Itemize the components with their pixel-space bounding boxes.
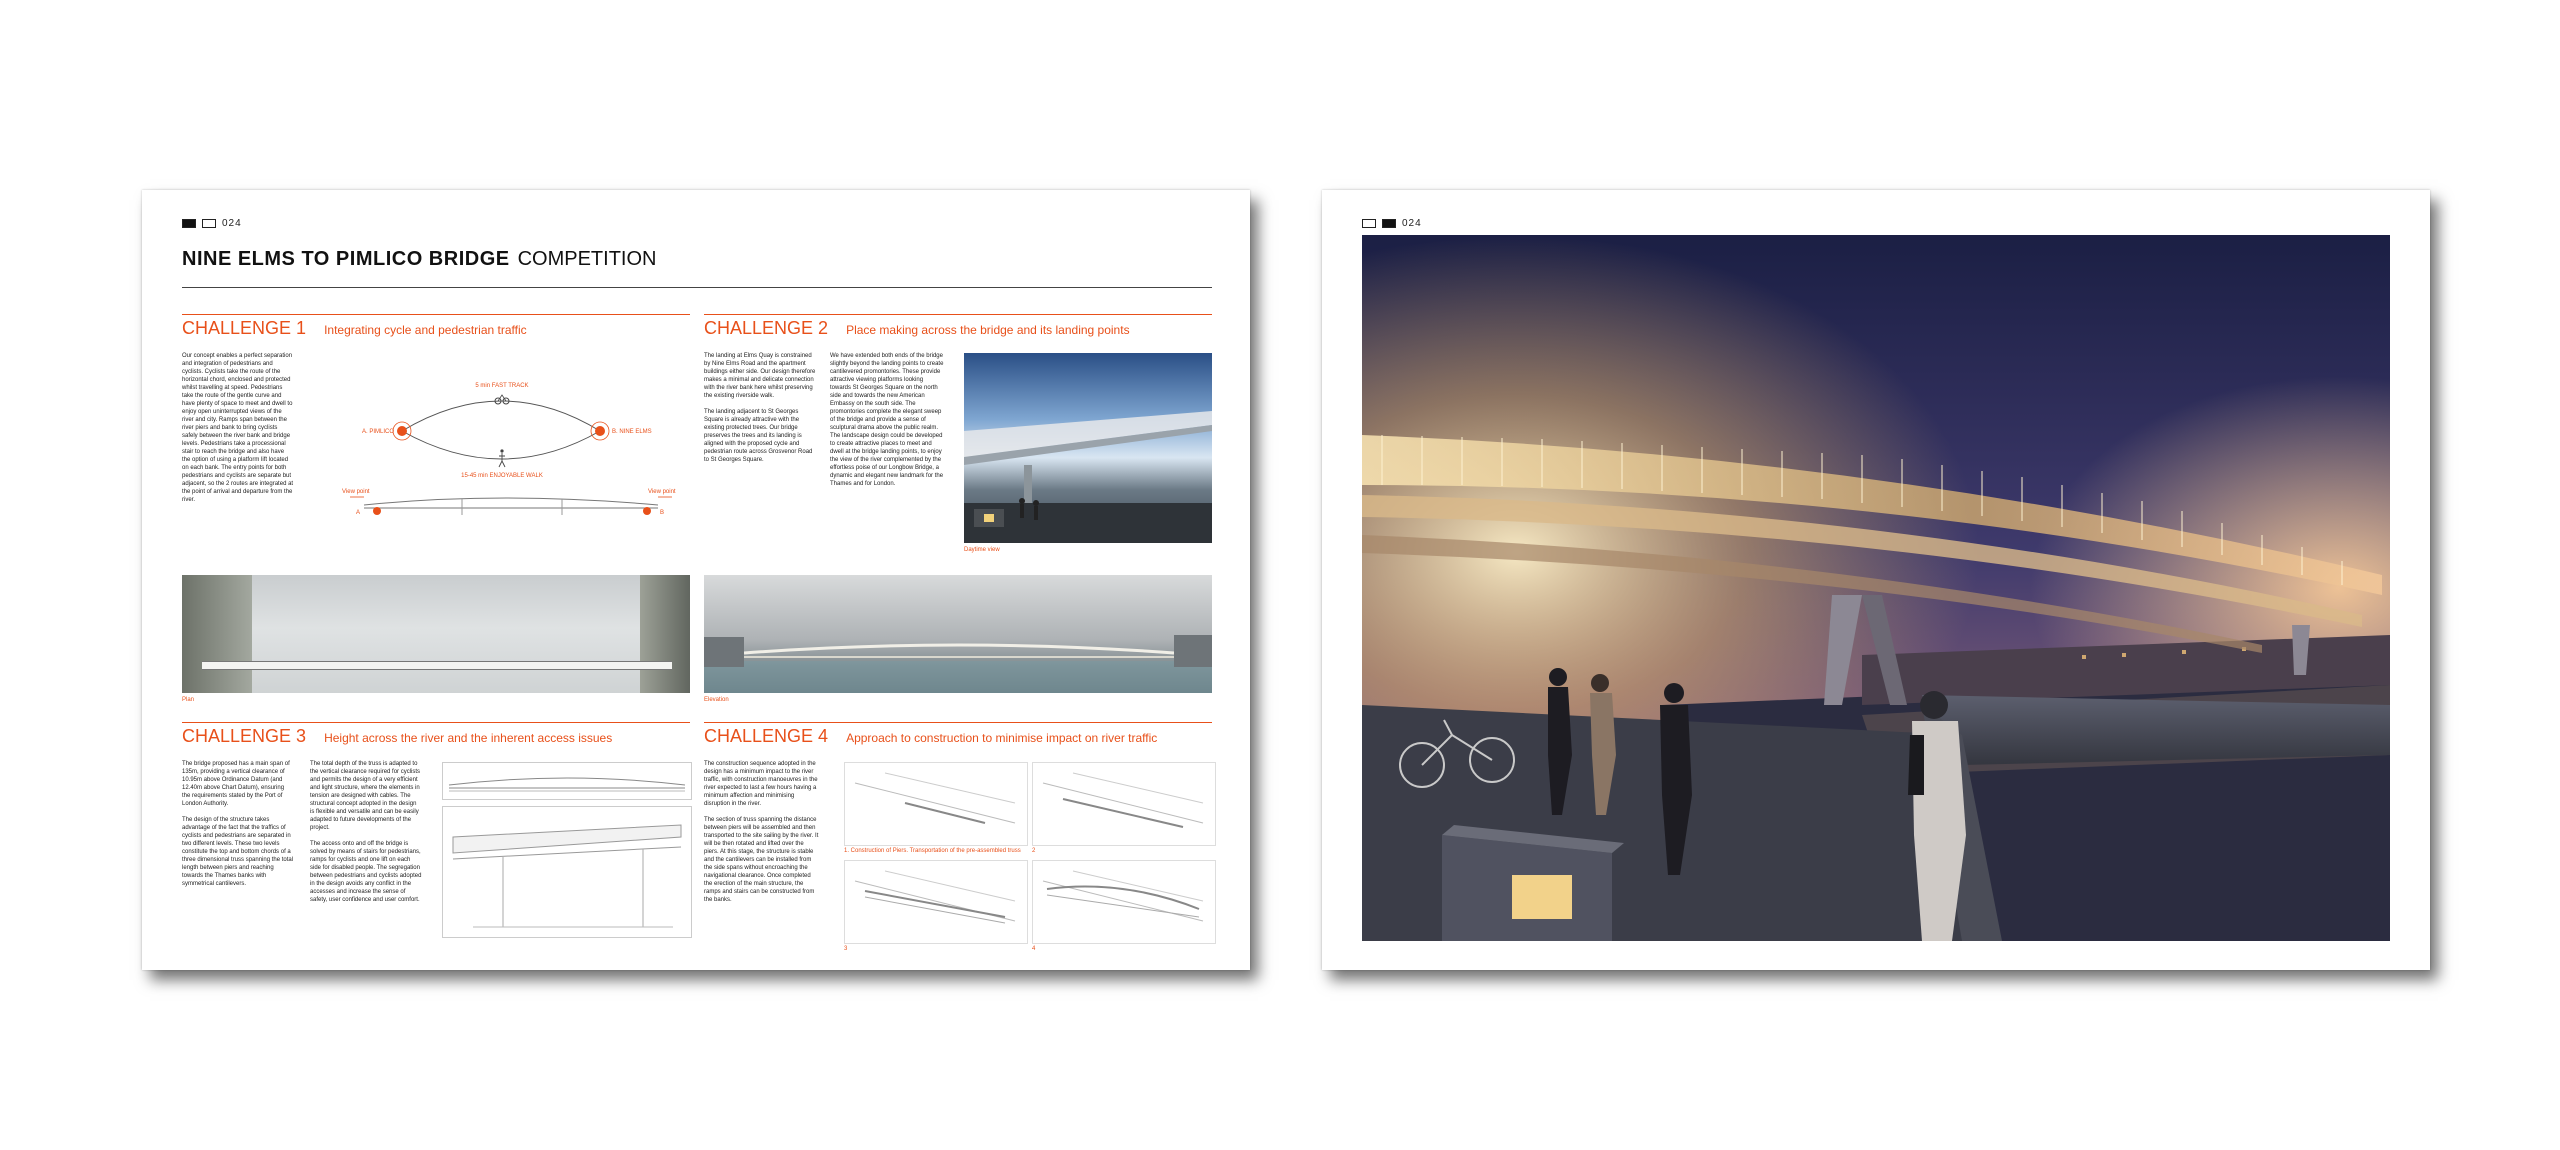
- challenge3-rule: [182, 722, 690, 723]
- cyclist-icon: [495, 395, 509, 404]
- page-number: [1362, 218, 1422, 229]
- view-point-right-marker: [643, 507, 651, 515]
- view-point-right-label: View point: [648, 489, 676, 495]
- page-title: [182, 248, 656, 271]
- page-indicator-empty: [202, 219, 216, 228]
- pimlico-label: A. PIMLICO: [362, 429, 395, 435]
- nine-elms-point: [595, 426, 605, 436]
- challenge1-body: Our concept enables a perfect separation and integration of pedestrians and cyclists. Cyclists take the route of the horizontal chord, enclosed and protected whilst travelling at speed. Pedestrians take the route of the gentle curve and have plenty of space to meet and dwell to enjoy open uninterrupted views of the river and city. Ramps span between the river piers and bank to bring cyclists safely between the river bank and bridge levels. Pedestrians take a processional stair to reach the bridge and also have the option of using a platform lift located on each bank. The entry points for both pedestrians and cyclists are separate but adjacent, so the 2 routes are integrated at the point of arrival and departure from the river.: [182, 353, 294, 503]
- title-regular: COMPETITION: [517, 248, 657, 270]
- page-number-text: 024: [1402, 218, 1422, 229]
- challenge3-text-col1: [182, 760, 294, 896]
- challenge3-body3: The total depth of the truss is adapted to the vertical clearance required for cyclists and permits the design of a very efficient and light structure, where the elements in tension are designed with cables. The structural concept adopted in the design is flexible and versatile and can be easily adapted to future developments of the project.: [310, 761, 421, 831]
- construction-step1-caption: 1. Construction of Piers. Transportation of the pre-assembled truss: [844, 848, 1021, 854]
- page-indicator-filled: [182, 219, 196, 228]
- view-point-left-marker: [373, 507, 381, 515]
- title-rule: [182, 287, 1212, 288]
- challenge3-subtitle: Height across the river and the inherent access issues: [324, 731, 613, 745]
- right-page: [1322, 190, 2430, 970]
- view-point-left-label: View point: [342, 489, 370, 495]
- elevation-mark-b: B: [660, 510, 665, 516]
- challenge1-text: [182, 352, 294, 512]
- title-bold: NINE ELMS TO PIMLICO BRIDGE: [182, 248, 510, 270]
- construction-step4-drawing: [1032, 860, 1216, 944]
- elevation-image: [704, 575, 1212, 693]
- pimlico-point: [397, 426, 407, 436]
- challenge2-body1: The landing at Elms Quay is constrained by Nine Elms Road and the apartment buildings either side. Our design therefore makes a minimal and delicate connection with the river bank here whilst preserving the existing riverside walk.: [704, 353, 816, 399]
- construction-step3-caption: 3: [844, 946, 848, 952]
- challenge2-label: CHALLENGE 2: [704, 318, 829, 338]
- daytime-view-image: [964, 353, 1212, 543]
- challenge2-body3: We have extended both ends of the bridge slightly beyond the landing points to create cantilevered promontories. These provide attractive viewing platforms looking towards St Georges Square on the north side and towards the new American Embassy on the south side. The promontories complete the elegant sweep of the bridge and provide a sense of sculptural drama above the public realm. The landscape design could be developed to create attractive places to meet and dwell at the bridge landing points, to enjoy the view of the river complemented by the effortless poise of our Longbow Bridge, a dynamic and elegant new landmark for the Thames and for London.: [830, 353, 944, 487]
- challenge4-label: CHALLENGE 4: [704, 726, 829, 746]
- challenge4-rule: [704, 722, 1212, 723]
- challenge3-body2: The design of the structure takes advantage of the fact that the traffics of cyclists and pedestrians are separated in two different levels. These two levels constitute the top and bottom chords of a three dimensional truss spanning the total length between piers and reaching towards the Thames banks with symmetrical cantilevers.: [182, 817, 294, 887]
- elevation-caption: Elevation: [704, 697, 729, 703]
- construction-step1-drawing: [844, 762, 1028, 846]
- challenge1-subtitle: Integrating cycle and pedestrian traffic: [324, 323, 527, 337]
- construction-step2-caption: 2: [1032, 848, 1036, 854]
- challenge2-rule: [704, 314, 1212, 315]
- challenge3-label: CHALLENGE 3: [182, 726, 307, 746]
- challenge1-heading: [182, 318, 527, 339]
- walk-label: 15-45 min ENJOYABLE WALK: [461, 473, 543, 479]
- pedestrian-icon: [499, 449, 505, 467]
- nine-elms-label: B. NINE ELMS: [612, 429, 652, 435]
- night-render-image: [1362, 235, 2390, 941]
- challenge1-label: CHALLENGE 1: [182, 318, 307, 338]
- page-indicator-filled: [1382, 219, 1396, 228]
- challenge3-text-col2: [310, 760, 422, 912]
- challenge4-body2: The section of truss spanning the distance between piers will be assembled and then transported to the site sailing by the river. It will be then rotated and lifted over the piers. At this stage, the structure is stable and the cantilevers can be installed from the side spans without encroaching the navigational clearance. Once completed the erection of the main structure, the ramps and stairs can be constructed from the banks.: [704, 817, 819, 903]
- challenge2-text-col2: [830, 352, 944, 496]
- page-indicator-empty: [1362, 219, 1376, 228]
- plan-image: [182, 575, 690, 693]
- challenge3-body1: The bridge proposed has a main span of 135m, providing a vertical clearance of 10.95m above Ordinance Datum (and 12.40m above Chart Datum), ensuring the requirements stated by the Port of London Authority.: [182, 761, 290, 807]
- challenge2-heading: [704, 318, 1130, 339]
- construction-step3-drawing: [844, 860, 1028, 944]
- challenge4-subtitle: Approach to construction to minimise impact on river traffic: [846, 731, 1158, 745]
- challenge2-subtitle: Place making across the bridge and its landing points: [846, 323, 1130, 337]
- construction-step2-drawing: [1032, 762, 1216, 846]
- page-number-text: 024: [222, 218, 242, 229]
- bench-light: [1512, 875, 1572, 919]
- challenge3-body4: The access onto and off the bridge is solved by means of stairs for pedestrians, ramps for cyclists and one lift on each side for disabled people. The segregation between pedestrians and cyclists adopted in the design avoids any conflict in the accesses and increase the sense of safety, user confidence and user comfort.: [310, 841, 422, 903]
- truss-elevation-drawing: [442, 762, 692, 800]
- left-page: [142, 190, 1250, 970]
- fast-track-label: 5 min FAST TRACK: [475, 383, 529, 389]
- elevation-mark-a: A: [356, 510, 361, 516]
- challenge3-heading: [182, 726, 612, 747]
- construction-step4-caption: 4: [1032, 946, 1036, 952]
- route-diagram: [342, 375, 690, 525]
- challenge4-body1: The construction sequence adopted in the design has a minimum impact to the river traffic, with construction manoeuvres in the river expected to last a few hours having a minimum affection and minimising disruption in the river.: [704, 761, 818, 807]
- challenge4-heading: [704, 726, 1157, 747]
- challenge4-text: [704, 760, 820, 912]
- challenge2-body2: The landing adjacent to St Georges Square is already attractive with the existing protected trees. Our bridge preserves the trees and its landing is aligned with the proposed cycle and pedestrian route across Grosvenor Road to St Georges Square.: [704, 409, 813, 463]
- challenge2-text-col1: [704, 352, 816, 472]
- challenge1-rule: [182, 314, 690, 315]
- daytime-view-caption: Daytime view: [964, 547, 1000, 553]
- truss-section-drawing: [442, 806, 692, 938]
- plan-caption: Plan: [182, 697, 195, 703]
- page-number: [182, 218, 242, 229]
